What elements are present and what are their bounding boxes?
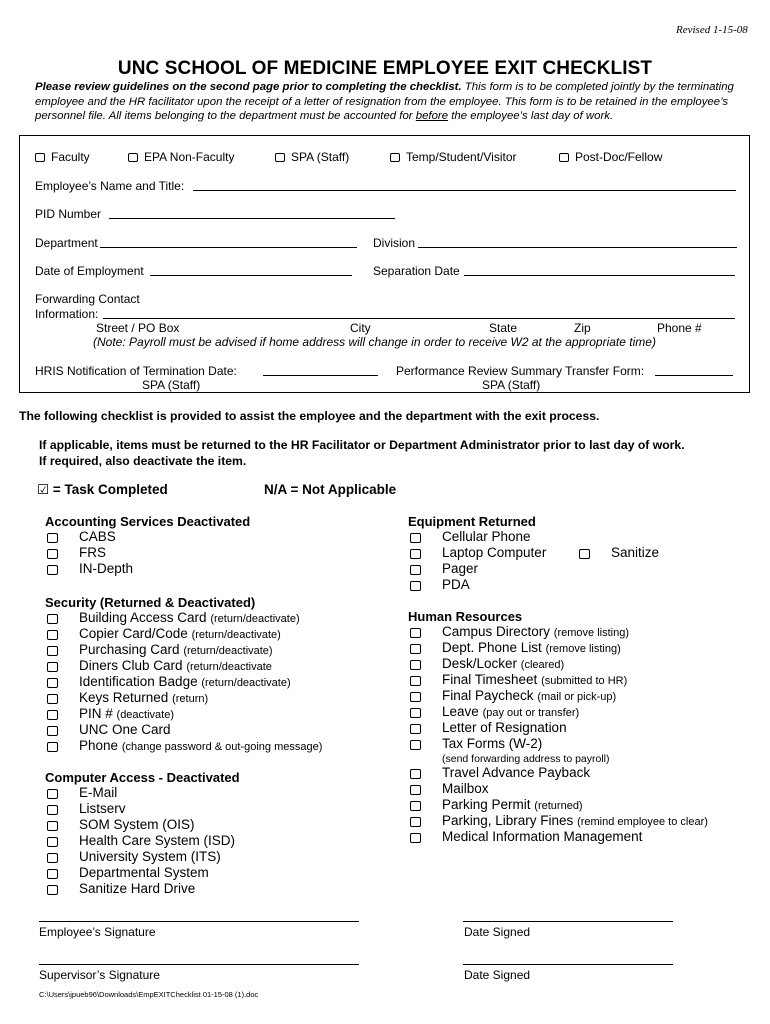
intro-bold: Please review guidelines on the second page prior to completing the checklist. <box>35 81 462 93</box>
item-label: Travel Advance Payback <box>442 765 591 780</box>
legend-task-label: = Task Completed <box>49 482 168 497</box>
checkbox-pin[interactable] <box>47 710 58 720</box>
item-keys <box>79 690 208 705</box>
type-epa[interactable] <box>128 150 234 164</box>
item-laptop: Laptop Computer <box>442 545 547 560</box>
item-sanitize: Sanitize <box>611 545 660 560</box>
checkbox-listserv[interactable] <box>47 805 58 815</box>
item-som-system: SOM System (OIS) <box>79 817 195 832</box>
checkbox-diners-club[interactable] <box>47 662 58 672</box>
forwarding-label-2: Information: <box>35 307 99 321</box>
division-label: Division <box>373 236 416 250</box>
checkbox-in-depth[interactable] <box>47 565 58 575</box>
item-id-badge <box>79 674 291 689</box>
item-purchasing-card <box>79 642 273 657</box>
pid-field[interactable] <box>109 218 395 219</box>
return-note-1: If applicable, items must be returned to the HR Facilitator or Department Administrator prior to last day of work. <box>39 438 685 452</box>
computer-header: Computer Access - Deactivated <box>45 770 240 785</box>
item-note: (return) <box>172 693 209 705</box>
checkbox-health-care[interactable] <box>47 837 58 847</box>
checkbox-desk-locker[interactable] <box>410 660 421 670</box>
payroll-note: (Note: Payroll must be advised if home address will change in order to receive W2 at the appropriate time) <box>93 335 656 349</box>
item-note: (submitted to HR) <box>541 675 628 687</box>
item-label: Mailbox <box>442 781 489 796</box>
item-desk-locker <box>442 656 564 671</box>
department-field[interactable] <box>100 247 357 248</box>
checklist-intro: The following checklist is provided to assist the employee and the department with the exit process. <box>19 409 600 423</box>
forwarding-field[interactable] <box>103 318 735 319</box>
checkbox-purchasing-card[interactable] <box>47 646 58 656</box>
checkbox-final-paycheck[interactable] <box>410 692 421 702</box>
item-diners-club <box>79 658 272 673</box>
checked-box-icon: ☑ <box>37 482 50 498</box>
item-note: (returned) <box>534 800 583 812</box>
date-signed-label-2: Date Signed <box>464 968 531 982</box>
item-label: Parking Permit <box>442 797 531 812</box>
item-final-timesheet <box>442 672 627 687</box>
type-temp-label: Temp/Student/Visitor <box>406 150 517 164</box>
item-final-paycheck <box>442 688 616 703</box>
intro-paragraph <box>35 80 747 124</box>
item-label: Phone <box>79 738 119 753</box>
checkbox-resignation[interactable] <box>410 724 421 734</box>
intro-part1: This form is to be completed jointly by the terminating employee and the HR facilitator upon the receipt of a letter of resignation from the employee. This form is to be retained in the employee’s personnel file. All items belonging to the department must be accounted for <box>35 81 734 122</box>
checkbox-som-system[interactable] <box>47 821 58 831</box>
checkbox-id-badge[interactable] <box>47 678 58 688</box>
street-label: Street / PO Box <box>96 321 180 335</box>
department-label: Department <box>35 236 98 250</box>
item-note: (return/deactivate) <box>191 629 281 641</box>
perf-review-field[interactable] <box>655 375 733 376</box>
hris-field[interactable] <box>263 375 378 376</box>
checkbox-sanitize[interactable] <box>579 549 590 559</box>
type-postdoc[interactable] <box>559 150 662 164</box>
item-campus-directory <box>442 624 629 639</box>
item-label: Purchasing Card <box>79 642 180 657</box>
date-signed-line-1[interactable] <box>463 921 673 922</box>
item-leave <box>442 704 579 719</box>
name-title-field[interactable] <box>193 190 736 191</box>
item-pager: Pager <box>442 561 479 576</box>
item-travel-advance <box>442 765 590 780</box>
hris-sub-label: SPA (Staff) <box>142 378 201 392</box>
item-label: Parking, Library Fines <box>442 813 574 828</box>
item-label: Medical Information Management <box>442 829 643 844</box>
item-note: (return/deactivate <box>186 661 272 673</box>
checkbox-one-card[interactable] <box>47 726 58 736</box>
checkbox-sanitize-drive[interactable] <box>47 885 58 895</box>
item-university-system: University System (ITS) <box>79 849 221 864</box>
item-copier-card <box>79 626 281 641</box>
separation-date-field[interactable] <box>464 275 735 276</box>
item-phone <box>79 738 322 753</box>
item-parking-permit <box>442 797 583 812</box>
date-signed-line-2[interactable] <box>463 964 673 965</box>
checkbox-parking-permit[interactable] <box>410 801 421 811</box>
phone-label: Phone # <box>657 321 702 335</box>
item-label: Final Paycheck <box>442 688 534 703</box>
checkbox-temp[interactable] <box>390 153 400 162</box>
item-departmental: Departmental System <box>79 865 209 880</box>
employee-signature-line[interactable] <box>39 921 359 922</box>
checkbox-pager[interactable] <box>410 565 421 575</box>
item-pda: PDA <box>442 577 470 592</box>
checkbox-tax-forms[interactable] <box>410 740 421 750</box>
accounting-header: Accounting Services Deactivated <box>45 514 251 529</box>
checkbox-faculty[interactable] <box>35 153 45 162</box>
item-note: (remove listing) <box>545 643 621 655</box>
item-label: Desk/Locker <box>442 656 518 671</box>
item-note: (return/deactivate) <box>183 645 273 657</box>
checkbox-copier-card[interactable] <box>47 630 58 640</box>
revised-date: Revised 1-15-08 <box>676 24 748 36</box>
date-employment-label: Date of Employment <box>35 264 144 278</box>
hris-label: HRIS Notification of Termination Date: <box>35 364 237 378</box>
equipment-header: Equipment Returned <box>408 514 536 529</box>
employee-signature-label: Employee’s Signature <box>39 925 156 939</box>
item-note: (remove listing) <box>553 627 629 639</box>
type-postdoc-label: Post-Doc/Fellow <box>575 150 663 164</box>
item-note: (remind employee to clear) <box>577 816 708 828</box>
checkbox-final-timesheet[interactable] <box>410 676 421 686</box>
item-email: E-Mail <box>79 785 118 800</box>
checkbox-pda[interactable] <box>410 581 421 591</box>
item-listserv: Listserv <box>79 801 126 816</box>
checkbox-cellular[interactable] <box>410 533 421 543</box>
checkbox-email[interactable] <box>47 789 58 799</box>
item-sanitize-drive: Sanitize Hard Drive <box>79 881 196 896</box>
item-note: (return/deactivate) <box>201 677 291 689</box>
tax-forms-note: (send forwarding address to payroll) <box>442 753 610 765</box>
item-label: Identification Badge <box>79 674 198 689</box>
checkbox-fines[interactable] <box>410 817 421 827</box>
item-note: (change password & out-going message) <box>121 741 323 753</box>
item-label: Diners Club Card <box>79 658 183 673</box>
checkbox-epa[interactable] <box>128 153 138 162</box>
checkbox-laptop[interactable] <box>410 549 421 559</box>
intro-part2: the employee’s last day of work. <box>448 110 614 122</box>
type-temp[interactable] <box>390 150 517 164</box>
item-pin <box>79 706 174 721</box>
checkbox-spa[interactable] <box>275 153 285 162</box>
checkbox-cabs[interactable] <box>47 533 58 543</box>
item-note: (cleared) <box>520 659 565 671</box>
item-health-care: Health Care System (ISD) <box>79 833 236 848</box>
item-cabs: CABS <box>79 529 116 544</box>
legend-na: N/A = Not Applicable <box>264 482 397 497</box>
supervisor-signature-line[interactable] <box>39 964 359 965</box>
item-resignation <box>442 720 567 735</box>
checkbox-phone[interactable] <box>47 742 58 752</box>
legend-task-completed <box>37 482 168 498</box>
item-label: Keys Returned <box>79 690 169 705</box>
perf-review-sub-label: SPA (Staff) <box>482 378 541 392</box>
checkbox-frs[interactable] <box>47 549 58 559</box>
page-title: UNC SCHOOL OF MEDICINE EMPLOYEE EXIT CHECKLIST <box>117 58 653 79</box>
pid-label: PID Number <box>35 207 102 221</box>
item-label: Tax Forms (W-2) <box>442 736 543 751</box>
checkbox-travel-advance[interactable] <box>410 769 421 779</box>
separation-date-label: Separation Date <box>373 264 460 278</box>
type-spa-label: SPA (Staff) <box>291 150 350 164</box>
item-dept-phone <box>442 640 621 655</box>
state-label: State <box>489 321 518 335</box>
item-label: Leave <box>442 704 479 719</box>
item-note: (mail or pick-up) <box>537 691 617 703</box>
item-label: Copier Card/Code <box>79 626 188 641</box>
checkbox-postdoc[interactable] <box>559 153 569 162</box>
division-field[interactable] <box>418 247 737 248</box>
type-faculty-label: Faculty <box>51 150 90 164</box>
return-note-2: If required, also deactivate the item. <box>39 454 247 468</box>
item-note: (return/deactivate) <box>210 613 300 625</box>
intro-underlined: before <box>415 110 449 122</box>
checkbox-campus-directory[interactable] <box>410 628 421 638</box>
date-signed-label-1: Date Signed <box>464 925 531 939</box>
checkbox-university-system[interactable] <box>47 853 58 863</box>
checkbox-departmental[interactable] <box>47 869 58 879</box>
item-mailbox <box>442 781 489 796</box>
security-header: Security (Returned & Deactivated) <box>45 595 256 610</box>
name-title-label: Employee’s Name and Title: <box>35 179 185 193</box>
item-note: (deactivate) <box>116 709 175 721</box>
item-cellular: Cellular Phone <box>442 529 531 544</box>
type-epa-label: EPA Non-Faculty <box>144 150 235 164</box>
checkbox-mailbox[interactable] <box>410 785 421 795</box>
checkbox-building-access[interactable] <box>47 614 58 624</box>
item-label: UNC One Card <box>79 722 171 737</box>
item-building-access <box>79 610 300 625</box>
file-path: C:\Users\jpueb96\Downloads\EmpEXITChecklist 01-15-08 (1).doc <box>39 990 259 999</box>
item-label: Dept. Phone List <box>442 640 542 655</box>
forwarding-label-1: Forwarding Contact <box>35 292 140 306</box>
city-label: City <box>350 321 371 335</box>
item-label: Campus Directory <box>442 624 551 639</box>
item-in-depth: IN-Depth <box>79 561 134 576</box>
checkbox-dept-phone[interactable] <box>410 644 421 654</box>
item-medical-info <box>442 829 642 844</box>
type-spa[interactable] <box>275 150 349 164</box>
checkbox-keys[interactable] <box>47 694 58 704</box>
item-note: (pay out or transfer) <box>482 707 580 719</box>
type-faculty[interactable] <box>35 150 90 164</box>
supervisor-signature-label: Supervisor’s Signature <box>39 968 160 982</box>
checkbox-leave[interactable] <box>410 708 421 718</box>
date-employment-field[interactable] <box>150 275 352 276</box>
item-tax-forms <box>442 736 542 751</box>
checkbox-medical-info[interactable] <box>410 833 421 843</box>
item-label: PIN # <box>79 706 113 721</box>
hr-header: Human Resources <box>408 609 523 624</box>
item-label: Building Access Card <box>79 610 207 625</box>
item-frs: FRS <box>79 545 106 560</box>
item-one-card <box>79 722 171 737</box>
perf-review-label: Performance Review Summary Transfer Form: <box>396 364 645 378</box>
item-fines <box>442 813 708 828</box>
item-label: Letter of Resignation <box>442 720 567 735</box>
zip-label: Zip <box>574 321 591 335</box>
item-label: Final Timesheet <box>442 672 538 687</box>
